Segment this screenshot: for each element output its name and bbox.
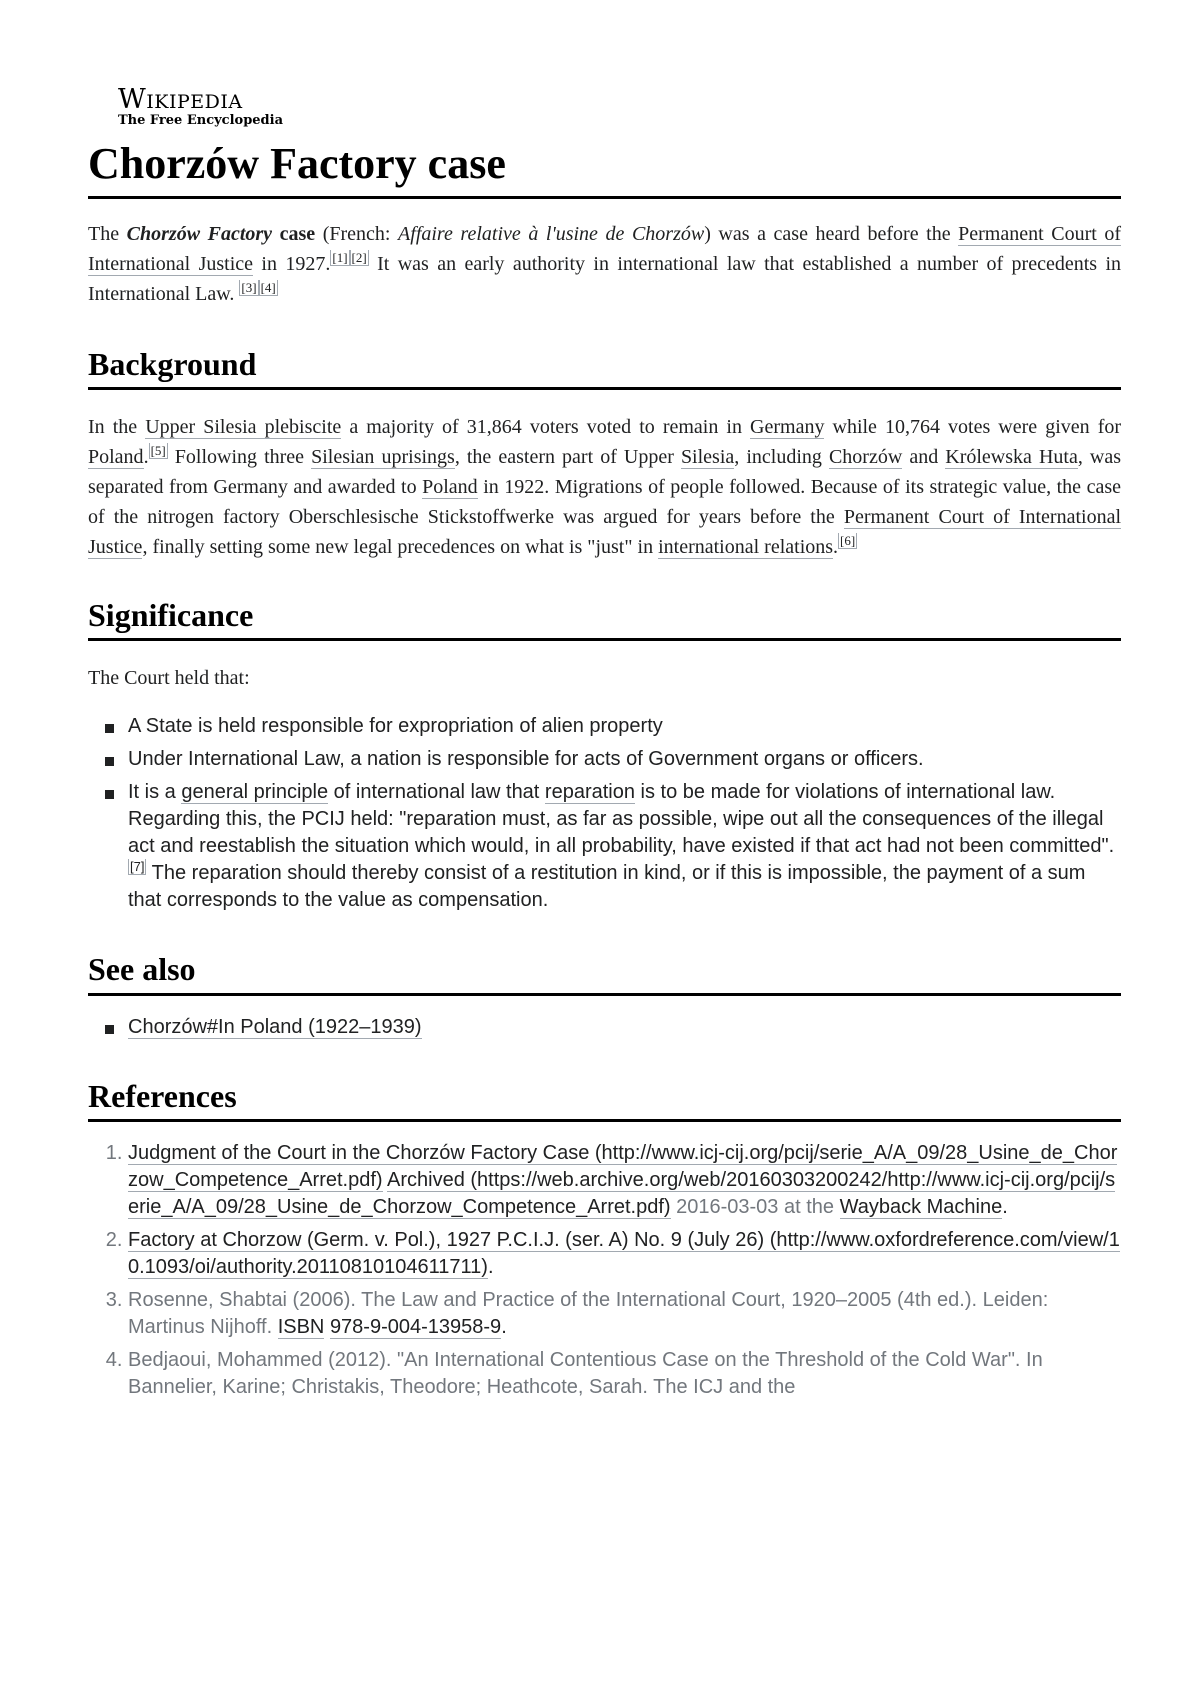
list-item: A State is held responsible for expropriation of alien property [128, 713, 1121, 740]
link-upper-silesia-plebiscite[interactable]: Upper Silesia plebiscite [145, 415, 342, 438]
wikipedia-logo[interactable] [118, 86, 1121, 127]
link-silesia[interactable]: Silesia [680, 445, 735, 468]
page-title: Chorzów Factory case [88, 139, 1121, 199]
list-item: It is a general principle of international law that reparation is to be made for violations of international law. Regarding this, the PCIJ held: "reparation must, as far as possible, wipe out all the consequences of the illegal act and reestablish the situation which would, in all probability, have existed if that act had not been committed".[7] The reparation should thereby consist of a restitution in kind, or if this is impossible, the payment of a sum that corresponds to the value as compensation. [128, 779, 1121, 914]
link-international-relations[interactable]: international relations [658, 535, 834, 558]
references-list [88, 1140, 1121, 1401]
link-general-principle[interactable]: general principle [181, 781, 329, 804]
ref1-judgment-link[interactable]: Judgment of the Court in the Chorzów Factory Case (http://www.icj-cij.org/pcij/serie_A/A_09/28_Usine_de_Chorzow_Competence_Arret.pdf) [128, 1142, 1118, 1192]
article [88, 86, 1121, 1407]
list-item: Under International Law, a nation is responsible for acts of Government organs or officers. [128, 746, 1121, 773]
intro-french-title: Affaire relative à l'usine de Chorzów [398, 222, 705, 245]
list-item [128, 1014, 1121, 1041]
heading-see-also: See also [88, 950, 1121, 995]
reference-item: 3. Rosenne, Shabtai (2006). The Law and Practice of the International Court, 1920–2005 (4th ed.). Leiden: Martinus Nijhoff. ISBN 978-9-004-13958-9. [128, 1287, 1121, 1341]
logo-tagline: The Free Encyclopedia [118, 113, 284, 128]
see-also-list [88, 1014, 1121, 1041]
link-chorzow-in-poland[interactable]: Chorzów#In Poland (1922–1939) [128, 1015, 422, 1038]
logo-wordmark: Wikipedia [118, 84, 243, 115]
ref-link-3[interactable]: [3] [241, 279, 257, 295]
ref-link-5[interactable]: [5] [150, 442, 166, 458]
link-poland-2[interactable]: Poland [422, 475, 478, 498]
link-wayback-machine[interactable]: Wayback Machine [839, 1196, 1003, 1219]
link-poland[interactable]: Poland [88, 445, 144, 468]
link-isbn-number[interactable]: 978-9-004-13958-9 [329, 1316, 502, 1339]
intro-bold-italic: Chorzów Factory [126, 222, 273, 245]
link-pcij-2[interactable]: Permanent Court of International Justice [88, 505, 1122, 558]
link-isbn[interactable]: ISBN [277, 1316, 325, 1339]
significance-list [88, 713, 1121, 914]
link-germany[interactable]: Germany [750, 415, 825, 438]
ref1-archived-link[interactable]: Archived (https://web.archive.org/web/20160303200242/http://www.icj-cij.org/pcij/serie_A/A_09/28_Usine_de_Chorzow_Competence_Arret.pdf) [128, 1169, 1116, 1219]
significance-lead: The Court held that: [88, 667, 250, 690]
link-krolewska-huta[interactable]: Królewska Huta [945, 445, 1078, 468]
link-chorzow[interactable]: Chorzów [828, 445, 903, 468]
heading-background: Background [88, 345, 1121, 390]
reference-item: 4. Bedjaoui, Mohammed (2012). "An International Contentious Case on the Threshold of the Cold War". In Bannelier, Karine; Christakis, Theodore; Heathcote, Sarah. The ICJ and the [128, 1347, 1121, 1401]
ref-link-4[interactable]: [4] [260, 279, 276, 295]
link-silesian-uprisings[interactable]: Silesian uprisings [311, 445, 455, 468]
ref-link-1[interactable]: [1] [332, 249, 348, 265]
ref-link-2[interactable]: [2] [351, 249, 367, 265]
reference-item: 1. Judgment of the Court in the Chorzów Factory Case (http://www.icj-cij.org/pcij/serie_A/A_09/28_Usine_de_Chorzow_Competence_Arret.pdf) Archived (https://web.archive.org/web/20160303200242/http://www.icj-cij.org/pcij/serie_A/A_09/28_Usine_de_Chorzow_Competence_Arret.pdf) 2016-03-03 at the Wayback Machine. [128, 1140, 1121, 1221]
background-paragraph: In the Upper Silesia plebiscite a majority of 31,864 voters voted to remain in Germany while 10,764 votes were given for Poland. [5] Following three Silesian uprisings, the eastern part of Upper Silesia, including Chorzów and Królewska Huta, was separated from Germany and awarded to Poland in 1922. Migrations of people followed. Because of its strategic value, the case of the nitrogen factory Oberschlesische Stickstoffwerke was argued for years before the Permanent Court of International Justice, finally setting some new legal precedences on what is "just" in international relations. [6] [88, 415, 1122, 558]
heading-references: References [88, 1077, 1121, 1122]
reference-item: 2. Factory at Chorzow (Germ. v. Pol.), 1927 P.C.I.J. (ser. A) No. 9 (July 26) (http://www.oxfordreference.com/view/10.1093/oi/authority.20110810104611711). [128, 1227, 1121, 1281]
heading-significance: Significance [88, 596, 1121, 641]
ref-link-6[interactable]: [6] [840, 532, 856, 548]
intro-paragraph: The Chorzów Factory case (French: Affaire relative à l'usine de Chorzów) was a case heard before the Permanent Court of International Justice in 1927. [1] [2] It was an early authority in international law that established a number of precedents in International Law. [3] [4] [88, 222, 1122, 305]
link-pcij[interactable]: Permanent Court of International Justice [88, 222, 1122, 275]
ref-link-7[interactable]: [7] [130, 859, 145, 875]
link-reparation[interactable]: reparation [544, 781, 635, 804]
ref2-factory-link[interactable]: Factory at Chorzow (Germ. v. Pol.), 1927 P.C.I.J. (ser. A) No. 9 (July 26) (http://www.oxfordreference.com/view/10.1093/oi/authority.20110810104611711) [128, 1229, 1120, 1279]
